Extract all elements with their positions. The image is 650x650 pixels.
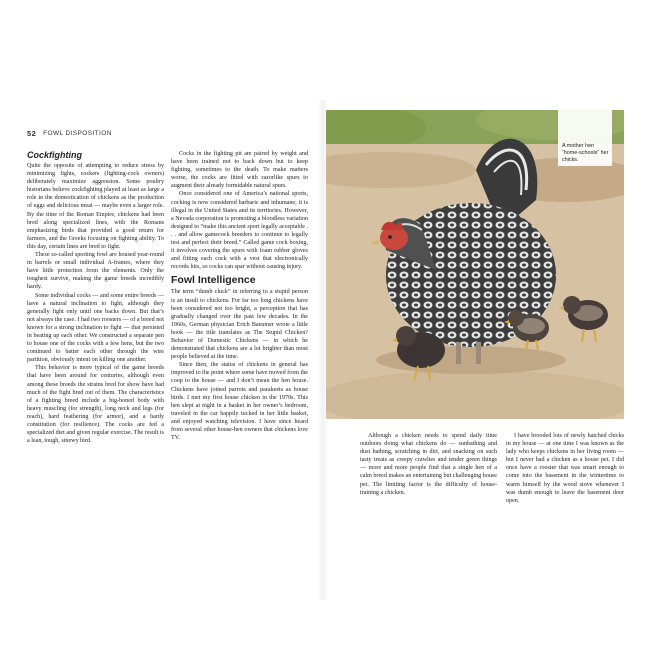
- paragraph: Quite the opposite of attempting to reduce stress by minimizing fights, cockers (fighting-cock owners) deliberately maximize aggression. Some poultry historians believe cockfighting played at least as large a role in the domestication of chickens as the production of eggs and delicious meat — maybe even a larger role. By the time of the Roman Empire, chickens had been bred along specialized lines, with the Romans emphasizing birds that provided a good return for farmers, and the Greeks focusing on fighting ability. To this day, certain lines are bred to fight.: [27, 163, 164, 250]
- text-column-4: [506, 432, 624, 505]
- paragraph: Since then, the status of chickens in general has improved to the point where some have moved from the coop to the house — and I don’t mean the hen house. Chickens have joined parrots and parakeets as house birds. I met my first house chicken in the 1970s. This hen slept at night in a basket in her owner’s bedroom, traveled in the car happily tucked in her little basket, and enjoyed watching television. I have since heard from several other house-hen owners that chickens love TV.: [171, 362, 308, 442]
- paragraph: These so-called sporting fowl are housed year-round in barrels or small individual A-frames, where they have little protection from the elements. Only the toughest survive, making the game breeds incredibly hardy.: [27, 252, 164, 291]
- heading-fowl-intelligence: Fowl Intelligence: [171, 274, 256, 287]
- paragraph: Some individual cocks — and some entire breeds — have a natural inclination to fight, although they generally fight only until one backs down. But that’s not always the case. I had two roosters — of a breed not known for a strong inclination to fight — that persisted in beating up each other. We constructed a separate pen to house one of the cocks with a few hens, but the two continued to batter each other through the wire partition, obviously intent on killing one another.: [27, 292, 164, 364]
- photo-caption: A mother hen “home-schools” her chicks.: [562, 143, 609, 163]
- paragraph: Once considered one of America’s national sports, cocking is now considered barbaric and inhumane; it is illegal in the United States and its territories. However, a Nevada corporation is promoting a bloodless variation designed to “make this ancient sport legally acceptable . . . and allow gamecock breeders to continue to legally test and perfect their breed.” Called game cock boxing, it involves covering the spurs with foam rubber gloves and fitting each cock with a vest that electronically records hits, so cocks can spar without causing injury.: [171, 191, 308, 271]
- text-column-3: [360, 432, 497, 497]
- paragraph: The term “dumb cluck” in referring to a stupid person is an insult to chickens. For far too long chickens have been considered not too bright, a perception that has gradually changed over the past few decades. In the 1960s, German physician Erich Baeumer wrote a little book — the title translates as The Stupid Chicken? Behavior of Domestic Chickens — in which he demonstrated that chickens are a lot brighter than most people believed at the time.: [171, 289, 308, 361]
- paragraph: Cocks in the fighting pit are paired by weight and have been trained not to back down but to keep fighting, sometimes to the death. To make matters worse, the cocks are fitted with razorlike spurs to augment their already formidable natural spurs.: [171, 151, 308, 190]
- section-title: FOWL DISPOSITION: [43, 129, 112, 137]
- text-column-2: [171, 150, 308, 442]
- running-head: [27, 128, 112, 138]
- text-column-1: [27, 150, 164, 445]
- paragraph: I have brooded lots of newly hatched chicks in my house — at one time I was known as the lady who keeps chickens in her living room — but I never had a chicken as a house pet. I did once have a rooster that was smart enough to come into the basement in the wintertime to warm himself by the wood stove whenever I was dumb enough to leave the basement door open.: [506, 433, 624, 504]
- page-number: 52: [27, 128, 37, 138]
- paragraph: This behavior is more typical of the game breeds that have been around for centuries, although even among these breeds the strains bred for show have had much of the fight bred out of them. The characteristics of a fighting breed include a big-boned body with heavy muscling (for strength), long neck and legs (for reach), hard feathering (for armor), and a hardy constitution (for resilience). The cocks are fed a specialized diet and given regular exercise. The result is a lean, tough, sinewy bird.: [27, 365, 164, 445]
- heading-cockfighting: Cockfighting: [27, 150, 82, 160]
- paragraph: Although a chicken needs to spend daily time outdoors doing what chickens do — sunbathing and dust bathing, scratching in dirt, and snacking on such tasty treats as creepy crawlies and tender green things — more and more people find that a single hen of a calm breed makes an entertaining but challenging house pet. The limiting factor is the difficulty of house-training a chicken.: [360, 433, 497, 496]
